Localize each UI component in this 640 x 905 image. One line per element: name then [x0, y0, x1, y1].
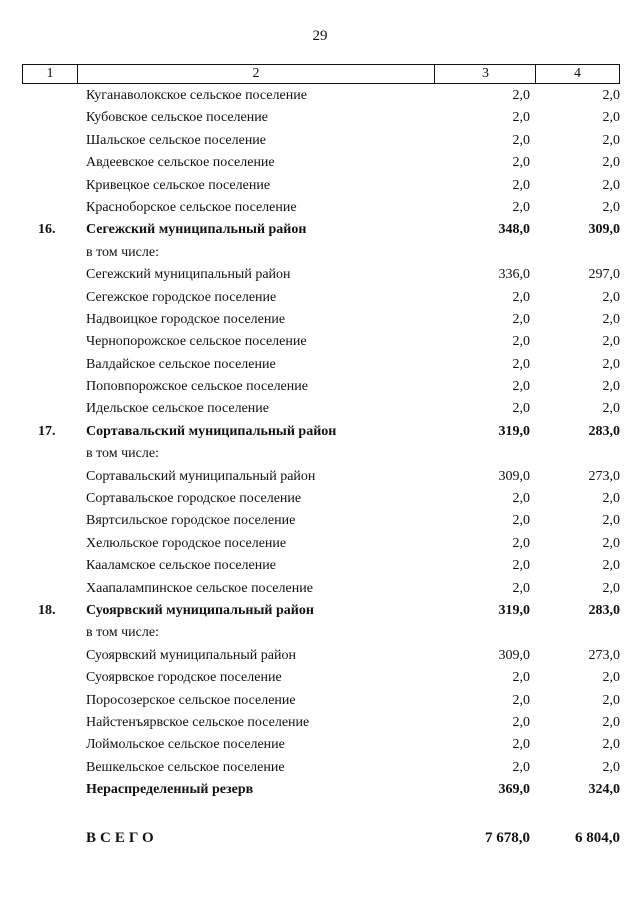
- row-name: Надвоицкое городское поселение: [86, 311, 286, 327]
- row-value-col4: 2,0: [602, 132, 620, 148]
- table-row: [0, 376, 640, 398]
- total-value-col3: 7 678,0: [485, 830, 530, 846]
- table-row: [0, 443, 640, 465]
- table-row: [0, 466, 640, 488]
- row-value-col3: 2,0: [512, 311, 530, 327]
- row-value-col4: 324,0: [588, 782, 620, 798]
- row-value-col4: 283,0: [588, 423, 620, 439]
- row-value-col3: 2,0: [512, 759, 530, 775]
- row-value-col3: 319,0: [498, 602, 530, 618]
- table-row: [0, 667, 640, 689]
- row-value-col4: 2,0: [602, 580, 620, 596]
- row-value-col3: 2,0: [512, 670, 530, 686]
- total-label: ВСЕГО: [86, 830, 158, 846]
- row-value-col4: 2,0: [602, 155, 620, 171]
- row-name: Найстенъярвское сельское поселение: [86, 714, 310, 730]
- table-row: [0, 712, 640, 734]
- table-row: [0, 734, 640, 756]
- row-value-col3: 2,0: [512, 177, 530, 193]
- table-row: [0, 264, 640, 286]
- row-value-col3: 2,0: [512, 580, 530, 596]
- row-value-col3: 2,0: [512, 737, 530, 753]
- row-name: Шальское сельское поселение: [86, 132, 267, 148]
- table-row: [0, 398, 640, 420]
- table-row: [0, 152, 640, 174]
- row-value-col3: 319,0: [498, 423, 530, 439]
- table-row: [0, 130, 640, 152]
- row-value-col3: 2,0: [512, 692, 530, 708]
- row-value-col4: 2,0: [602, 177, 620, 193]
- row-value-col4: 283,0: [588, 602, 620, 618]
- total-row: [0, 826, 640, 850]
- table-row: [0, 85, 640, 107]
- row-value-col3: 2,0: [512, 132, 530, 148]
- row-value-col4: 2,0: [602, 558, 620, 574]
- column-header-2: 2: [78, 65, 435, 84]
- row-value-col4: 2,0: [602, 110, 620, 126]
- row-value-col3: 2,0: [512, 513, 530, 529]
- table-row: [0, 779, 640, 801]
- row-value-col3: 2,0: [512, 356, 530, 372]
- row-value-col3: 2,0: [512, 714, 530, 730]
- row-value-col4: 2,0: [602, 491, 620, 507]
- row-value-col4: 273,0: [588, 468, 620, 484]
- row-value-col3: 2,0: [512, 491, 530, 507]
- row-name: Лоймольское сельское поселение: [86, 737, 285, 753]
- row-value-col3: 309,0: [498, 468, 530, 484]
- row-value-col4: 2,0: [602, 692, 620, 708]
- row-value-col3: 2,0: [512, 155, 530, 171]
- table-row: [0, 757, 640, 779]
- row-name: Поповпорожское сельское поселение: [86, 379, 308, 395]
- row-name: Кривецкое сельское поселение: [86, 177, 271, 193]
- row-value-col3: 348,0: [498, 222, 530, 238]
- row-name: Куганаволокское сельское поселение: [86, 88, 307, 103]
- row-value-col4: 2,0: [602, 401, 620, 417]
- table-body: [0, 85, 640, 802]
- row-name: Суоярвский муниципальный район: [86, 602, 314, 618]
- row-name: в том числе:: [86, 625, 159, 641]
- row-name: Сегежское городское поселение: [86, 289, 277, 305]
- row-name: Сортавальское городское поселение: [86, 491, 302, 507]
- row-name: Поросозерское сельское поселение: [86, 692, 296, 708]
- row-value-col4: 2,0: [602, 670, 620, 686]
- row-name: Хелюльское городское поселение: [86, 535, 287, 551]
- table-row: [0, 354, 640, 376]
- row-number: 16.: [38, 222, 56, 238]
- row-value-col4: 2,0: [602, 289, 620, 305]
- row-name: Красноборское сельское поселение: [86, 199, 297, 215]
- row-value-col3: 2,0: [512, 558, 530, 574]
- row-number: 17.: [38, 423, 56, 439]
- table-row: [0, 331, 640, 353]
- table-row: [0, 287, 640, 309]
- row-value-col4: 273,0: [588, 647, 620, 663]
- row-name: Сегежский муниципальный район: [86, 267, 291, 283]
- row-value-col4: 2,0: [602, 88, 620, 103]
- row-name: Чернопорожское сельское поселение: [86, 334, 307, 350]
- row-name: Суоярвское городское поселение: [86, 670, 282, 686]
- row-name: Нераспределенный резерв: [86, 782, 254, 798]
- table-row: [0, 309, 640, 331]
- table-row: [0, 690, 640, 712]
- table-row: [0, 510, 640, 532]
- column-header-1: 1: [23, 65, 78, 84]
- row-value-col3: 2,0: [512, 110, 530, 126]
- row-value-col3: 2,0: [512, 88, 530, 103]
- column-header-row: [22, 64, 620, 84]
- row-value-col4: 2,0: [602, 535, 620, 551]
- row-name: в том числе:: [86, 446, 159, 462]
- row-value-col4: 2,0: [602, 356, 620, 372]
- table-row: [0, 533, 640, 555]
- table-row: [0, 600, 640, 622]
- table-row: [0, 421, 640, 443]
- row-value-col3: 336,0: [498, 267, 530, 283]
- table-row: [0, 622, 640, 644]
- row-value-col4: 2,0: [602, 199, 620, 215]
- table-row: [0, 175, 640, 197]
- row-value-col4: 2,0: [602, 334, 620, 350]
- row-name: Хаапалампинское сельское поселение: [86, 580, 313, 596]
- row-value-col4: 2,0: [602, 737, 620, 753]
- row-value-col3: 2,0: [512, 379, 530, 395]
- table-row: [0, 219, 640, 241]
- row-value-col3: 309,0: [498, 647, 530, 663]
- row-value-col3: 2,0: [512, 199, 530, 215]
- row-value-col4: 2,0: [602, 759, 620, 775]
- row-number: 18.: [38, 602, 56, 618]
- column-header-4: 4: [536, 65, 620, 84]
- row-value-col4: 2,0: [602, 714, 620, 730]
- row-value-col3: 2,0: [512, 401, 530, 417]
- table-row: [0, 107, 640, 129]
- row-value-col3: 369,0: [498, 782, 530, 798]
- row-value-col4: 309,0: [588, 222, 620, 238]
- row-name: Кубовское сельское поселение: [86, 110, 268, 126]
- row-name: Вешкельское сельское поселение: [86, 759, 285, 775]
- row-name: Сортавальский муниципальный район: [86, 468, 316, 484]
- table-row: [0, 645, 640, 667]
- row-name: Сортавальский муниципальный район: [86, 423, 337, 439]
- page-number: 29: [312, 28, 328, 44]
- row-name: Валдайское сельское поселение: [86, 356, 276, 372]
- row-name: Вяртсильское городское поселение: [86, 513, 296, 529]
- table-row: [0, 578, 640, 600]
- row-value-col3: 2,0: [512, 289, 530, 305]
- row-name: Авдеевское сельское поселение: [86, 155, 275, 171]
- row-value-col3: 2,0: [512, 535, 530, 551]
- row-value-col4: 2,0: [602, 311, 620, 327]
- row-value-col4: 2,0: [602, 379, 620, 395]
- row-name: в том числе:: [86, 244, 159, 260]
- row-name: Идельское сельское поселение: [86, 401, 270, 417]
- table-row: [0, 555, 640, 577]
- row-value-col4: 297,0: [588, 267, 620, 283]
- total-value-col4: 6 804,0: [575, 830, 620, 846]
- table-row: [0, 488, 640, 510]
- row-name: Суоярвский муниципальный район: [86, 647, 296, 663]
- row-value-col3: 2,0: [512, 334, 530, 350]
- row-name: Сегежский муниципальный район: [86, 222, 307, 238]
- table-row: [0, 242, 640, 264]
- table-row: [0, 197, 640, 219]
- row-value-col4: 2,0: [602, 513, 620, 529]
- row-name: Кааламское сельское поселение: [86, 558, 276, 574]
- column-header-3: 3: [435, 65, 536, 84]
